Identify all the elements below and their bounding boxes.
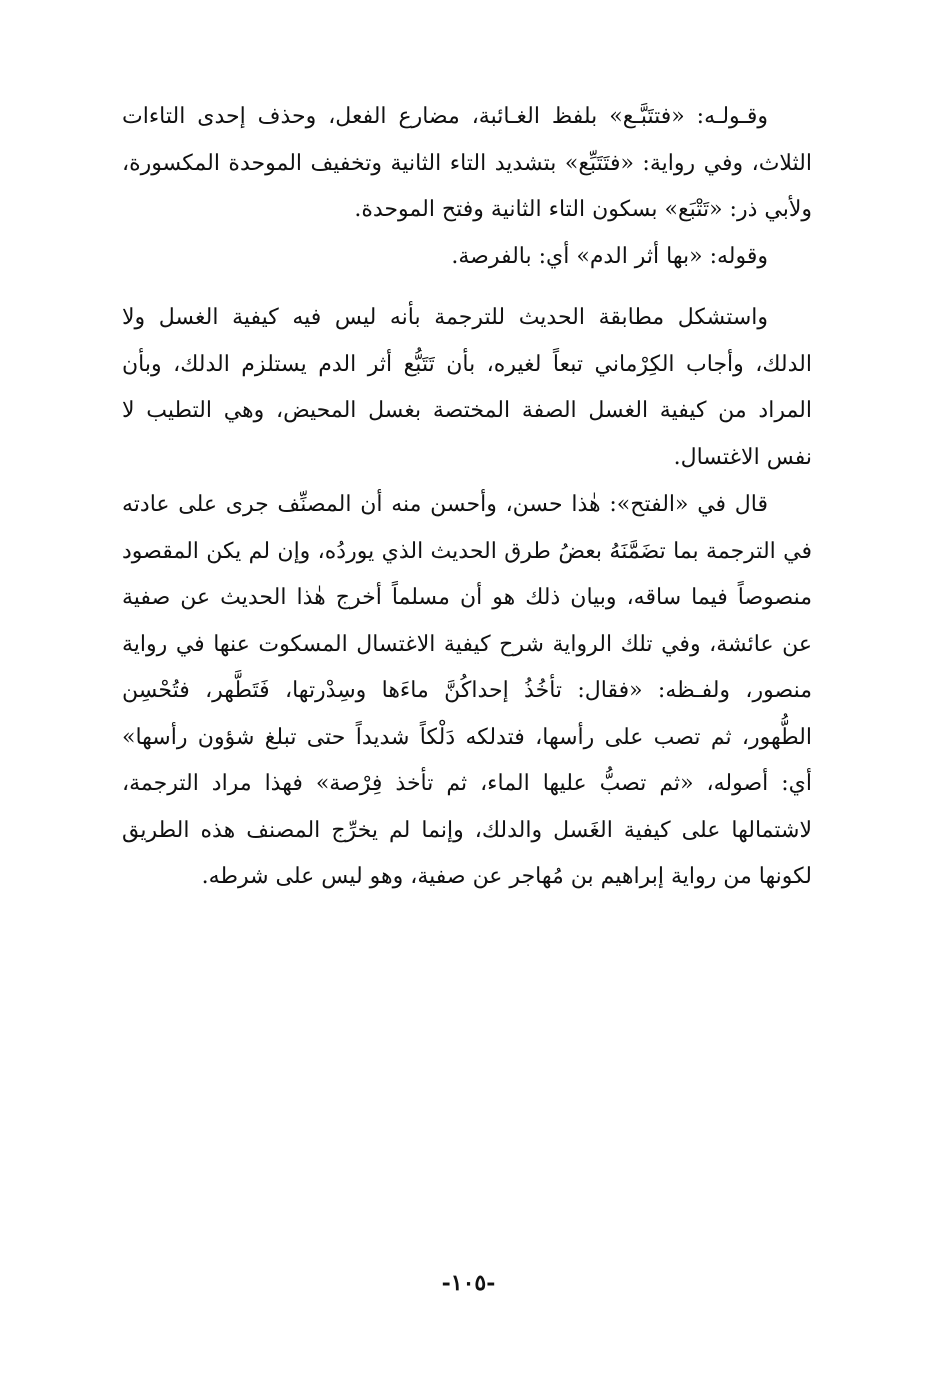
paragraph-4 — [122, 482, 812, 901]
paragraph-text: واستشكل مطابقة الحديث للترجمة بأنه ليس فيه كيفية الغسل ولا الدلك، وأجاب الكِرْماني تبعاً لغيره، بأن تَتَبُّع أثر الدم يستلزم الدلك، وبأن المراد من كيفية الغسل الصفة المختصة بغسل المحيض، وهي التطيب لا نفس الاغتسال. — [122, 305, 812, 470]
page-number: -١٠٥- — [441, 1270, 496, 1296]
paragraph-1 — [122, 94, 812, 234]
paragraph-text: قال في «الفتح»: هٰذا حسن، وأحسن منه أن المصنِّف جرى على عادته في الترجمة بما تضَمَّنَهُ بعضُ طرق الحديث الذي يوردُه، وإن لم يكن المقصود منصوصاً فيما ساقه، وبيان ذلك هو أن مسلماً أخرج هٰذا الحديث عن صفية عن عائشة، وفي تلك الرواية شرح كيفية الاغتسال المسكوت عنها في رواية منصور، ولفـظه: «فقال: تأخُذُ إحداكُنَّ ماءَها وسِدْرتها، فَتَطَّهر، فتُحْسِن الطُّهور، ثم تصب على رأسها، فتدلكه دَلْكاً شديداً حتى تبلغ شؤون رأسها» أي: أصوله، «ثم تصبُّ عليها الماء، ثم تأخذ فِرْصة» فهذا مراد الترجمة، لاشتمالها على كيفية الغَسل والدلك، وإنما لم يخرِّج المصنف هذه الطريق لكونها من رواية إبراهيم بن مُهاجر عن صفية، وهو ليس على شرطه. — [122, 492, 813, 889]
paragraph-2 — [122, 234, 812, 281]
paragraph-text: وقـولـه: «فتتَبَّـع» بلفظ الغـائبة، مضارع الفعل، وحذف إحدى التاءات الثلاث، وفي رواية: «فتَتَبِّع» بتشديد التاء الثانية وتخفيف الموحدة المكسورة، ولأبي ذر: «تَتْبَع» بسكون التاء الثانية وفتح الموحدة. — [122, 104, 812, 222]
paragraph-3 — [122, 295, 812, 481]
paragraph-text: وقوله: «بها أثر الدم» أي: بالفرصة. — [451, 244, 768, 269]
